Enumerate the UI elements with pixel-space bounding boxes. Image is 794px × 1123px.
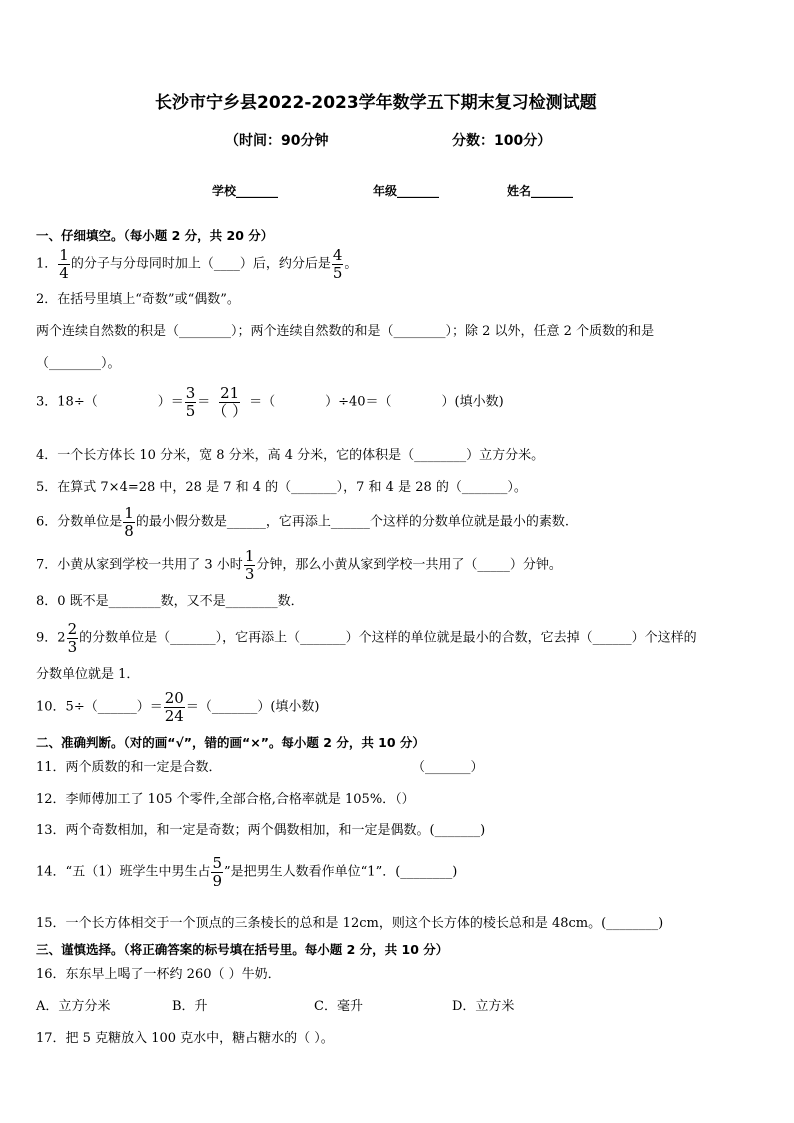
q7-text: 7．小黄从家到学校一共用了 3 小时	[36, 557, 243, 573]
numerator: 3	[185, 384, 196, 402]
q3-text: ）÷40＝（	[325, 394, 392, 410]
question-11: 11．两个质数的和一定是合数．	[36, 760, 222, 775]
question-11-blank[interactable]: （_______）	[412, 760, 484, 775]
question-2-line-2: 两个连续自然数的积是（________）；两个连续自然数的和是（________）；除 2 以外，任意 2 个质数的和是	[36, 324, 655, 339]
q3-text: ＝	[197, 394, 211, 410]
denominator: 4	[59, 264, 69, 282]
denominator: 5	[332, 264, 343, 282]
question-12: 12．李师傅加工了 105 个零件,全部合格,合格率就是 105%．（）	[36, 792, 415, 807]
question-8: 8．0 既不是________数，又不是________数．	[36, 594, 304, 609]
denominator: 3	[244, 565, 255, 583]
choice-option-d[interactable]: D．立方米	[452, 999, 515, 1014]
numerator: 4	[332, 246, 343, 264]
numerator: 1	[59, 246, 69, 264]
question-16: 16．东东早上喝了一杯约 260（ ）牛奶．	[36, 967, 281, 982]
section-heading-fill: 一、仔细填空。（每小题 2 分，共 20 分）	[36, 228, 274, 243]
section-heading-choice: 三、谨慎选择。（将正确答案的标号填在括号里。每小题 2 分，共 10 分）	[36, 942, 449, 957]
fraction	[58, 247, 70, 282]
fraction	[211, 385, 248, 420]
q9-text: 的分数单位是（_______），它再添上（_______）个这样的单位就是最小的合数，它去掉（______）个这样的	[79, 630, 697, 646]
question-10	[36, 690, 319, 725]
q10-text: 10．5÷（______）＝	[36, 699, 163, 715]
fraction	[332, 247, 344, 282]
grade-field[interactable]: 年级_______	[373, 184, 440, 198]
q1-text: 的分子与分母同时加上（____）后，约分后是	[70, 256, 331, 272]
q3-text: ＝（	[249, 394, 276, 410]
denominator: 9	[212, 872, 223, 890]
question-5: 5．在算式 7×4=28 中，28 是 7 和 4 的（_______），7 和 4 是 28 的（_______）。	[36, 480, 527, 495]
q9-number: 9．	[36, 630, 58, 646]
q14-text: 14．“五（1）班学生中男生占	[36, 864, 211, 880]
q6-text: 的最小假分数是______，它再添上______个这样的分数单位就是最小的素数.	[135, 514, 569, 530]
fraction	[123, 505, 135, 540]
fraction	[185, 385, 197, 420]
q7-text: 分钟，那么小黄从家到学校一共用了（_____）分钟。	[256, 557, 562, 573]
question-4: 4．一个长方体长 10 分米，宽 8 分米，高 4 分米，它的体积是（________）立方分米。	[36, 448, 545, 463]
denominator: （ ）	[212, 402, 248, 420]
question-9-line-2: 分数单位就是 1．	[36, 667, 140, 682]
question-17: 17．把 5 克糖放入 100 克水中，糖占糖水的（ ）。	[36, 1031, 334, 1046]
fraction	[164, 690, 185, 725]
numerator: 20	[164, 689, 184, 707]
question-2-line-1: 2．在括号里填上“奇数”或“偶数”。	[36, 292, 240, 307]
question-7	[36, 548, 562, 583]
name-field[interactable]: 姓名_______	[507, 184, 574, 198]
fraction	[211, 855, 223, 890]
q3-text: ）(填小数)	[441, 394, 504, 410]
q14-text: ”是把男生人数看作单位“1”．(________)	[224, 864, 458, 880]
denominator: 24	[164, 707, 184, 725]
exam-score: 分数：100分）	[452, 133, 552, 149]
numerator: 2	[67, 620, 78, 638]
numerator: 21	[220, 384, 240, 402]
q1-end: 。	[344, 256, 358, 272]
exam-time: （时间：90分钟	[225, 133, 329, 149]
question-9	[36, 621, 697, 656]
question-2-line-3: （________）。	[36, 356, 121, 371]
school-field[interactable]: 学校_______	[212, 184, 279, 198]
numerator: 1	[124, 504, 134, 522]
question-1	[36, 247, 357, 282]
q1-number: 1．	[36, 256, 58, 272]
question-13: 13．两个奇数相加，和一定是奇数；两个偶数相加，和一定是偶数。(_______)	[36, 823, 486, 838]
mixed-number-whole: 2	[57, 630, 66, 646]
question-3	[36, 385, 504, 420]
q10-text: ＝（_______）(填小数)	[185, 699, 320, 715]
q3-text: 3．18÷（	[36, 394, 98, 410]
fraction	[67, 621, 79, 656]
question-14	[36, 855, 457, 890]
choice-option-b[interactable]: B．升	[172, 999, 208, 1014]
question-15: 15．一个长方体相交于一个顶点的三条棱长的总和是 12cm，则这个长方体的棱长总和是 48cm。(________)	[36, 916, 664, 931]
fraction	[244, 548, 256, 583]
choice-option-a[interactable]: A．立方分米	[36, 999, 111, 1014]
numerator: 1	[244, 547, 255, 565]
q6-text: 6．分数单位是	[36, 514, 123, 530]
page-title: 长沙市宁乡县2022-2023学年数学五下期末复习检测试题	[155, 93, 597, 113]
choice-option-c[interactable]: C．毫升	[314, 999, 363, 1014]
denominator: 5	[185, 402, 196, 420]
numerator: 5	[212, 854, 223, 872]
denominator: 8	[124, 522, 134, 540]
denominator: 3	[67, 638, 78, 656]
section-heading-judge: 二、准确判断。（对的画“√”，错的画“×”。每小题 2 分，共 10 分）	[36, 735, 425, 750]
question-6	[36, 505, 569, 540]
q3-text: ）＝	[157, 394, 184, 410]
